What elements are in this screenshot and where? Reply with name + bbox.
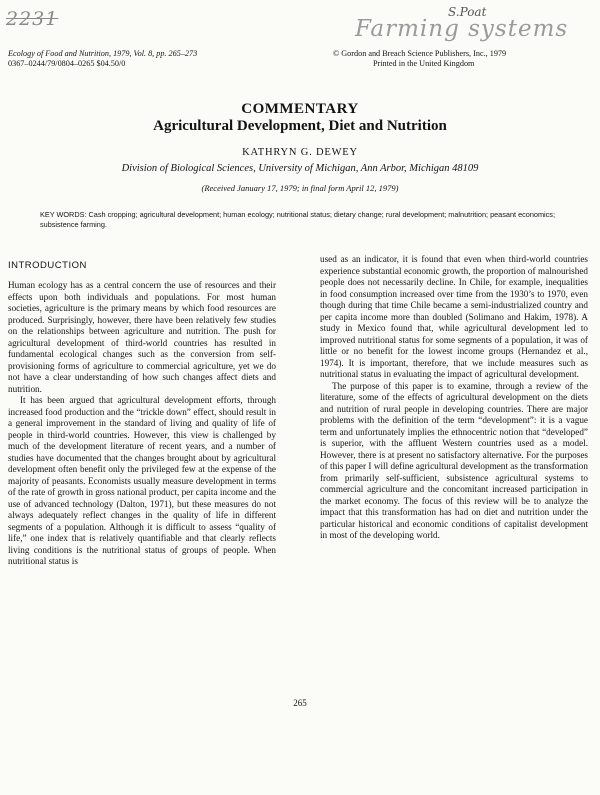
paragraph: Human ecology has as a central concern the use of resources and their effects upon both individuals and populations. For most human societies, agriculture is the primary means by which food resources are produced. Surprisingly, however, there have been relatively few studies on the relationships between agriculture and nutrition. The push for agricultural development of third-world countries has resulted in fundamental ecological changes such as the conversion from self-provisioning forms of agriculture to commercial agriculture, yet we do not have a clear understanding of how such changes affect diets and nutrition. (8, 280, 276, 394)
paragraph: The purpose of this paper is to examine, through a review of the literature, some of the effects of agricultural development on the diets and nutrition of rural people in developing countries. There are major problems with the definition of the term “development”: it is a vague term and unfortunately implies the ethnocentric notion that “developed” is superior, with the affluent Western countries used as a model. However, there is at present no satisfactory alternative. For the purposes of this paper I will define agricultural development as the transformation from primarily self-sufficient, subsistence agricultural systems to commercial agriculture and the concomitant increased participation in the market economy. The focus of this review will be to analyze the impact that this transformation has had on diet and nutrition under the particular historical and economic conditions of capitalist development in most of the developing world. (320, 380, 588, 540)
handwritten-right-note: Farming systems (355, 16, 569, 42)
article-affiliation: Division of Biological Sciences, University of Michigan, Ann Arbor, Michigan 48109 (121, 163, 479, 174)
paragraph: It has been argued that agricultural development efforts, through increased food production and the “trickle down” effect, should result in a general improvement in the standard of living and quality of life of people in third-world countries. However, this view is challenged by much of the development literature of recent years, and a number of studies have documented that the changes brought about by agricultural development often benefit only the privileged few at the expense of the majority of peasants. Economists usually measure development in terms of the rate of growth in gross national product, per capita income and the use of advanced technology (Dalton, 1971), but these measures do not always adequately reflect changes in the quality of life in different segments of a population. Although it is difficult to assess “quality of life,” one index that is relatively quantifiable and that clearly reflects living conditions is the nutritional status of groups of people. When nutritional status is (8, 395, 276, 566)
handwritten-top-note: S.Poat (448, 5, 487, 19)
handwritten-number: 2231 (6, 8, 59, 30)
journal-printed: Printed in the United Kingdom (373, 59, 475, 68)
journal-copyright: © Gordon and Breach Science Publishers, Inc., 1979 (333, 49, 507, 58)
article-title: Agricultural Development, Diet and Nutrition (153, 118, 447, 134)
left-column (8, 280, 276, 568)
article-received: (Received January 17, 1979; in final form April 12, 1979) (201, 183, 399, 193)
article-keywords: KEY WORDS: Cash cropping; agricultural development; human ecology; nutritional status; dietary change; rural development; malnutrition; peasant economics; subsistence farming. (40, 210, 555, 229)
section-heading: INTRODUCTION (8, 260, 87, 271)
article-label: COMMENTARY (241, 101, 359, 117)
article-author: KATHRYN G. DEWEY (242, 147, 358, 158)
journal-issn: 0367–0244/79/0804–0265 $04.50/0 (8, 59, 126, 68)
page-number: 265 (293, 698, 307, 708)
paragraph: used as an indicator, it is found that even when third-world countries experience substantial economic growth, the proportion of malnourished people does not necessarily decline. In Chile, for example, inequalities in food consumption increased over time from the 1930’s to 1970, even though during that time Chile became a semi-industrialized country and per capita income more than doubled (Solimano and Hakim, 1978). A study in Mexico found that, while agricultural development led to improved nutritional status for some segments of a population, it was of little or no benefit for the lowest income groups (Hernandez et al., 1974). It is important, therefore, that we include measures such as nutritional status in evaluating the impact of agricultural development. (320, 254, 588, 379)
journal-citation: Ecology of Food and Nutrition, 1979, Vol. 8, pp. 265–273 (8, 49, 198, 58)
right-column (320, 254, 588, 542)
